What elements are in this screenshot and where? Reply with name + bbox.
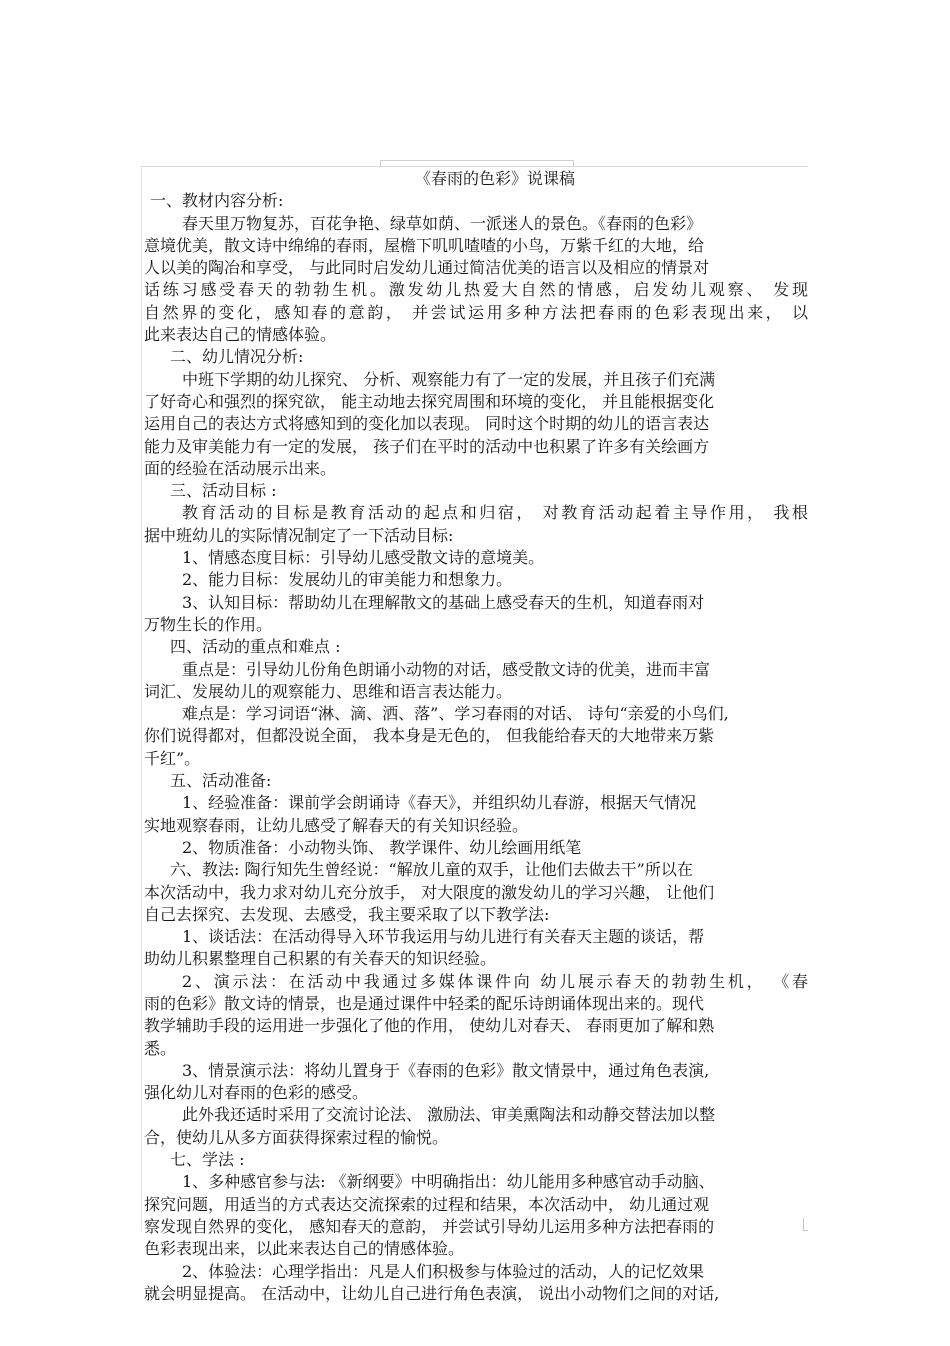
text-line: 1、谈话法：在活动得导入环节我运用与幼儿进行有关春天主题的谈话，帮 (182, 927, 705, 947)
text-line: 你们说得都对，但都没说全面， 我本身是无色的， 但我能给春天的大地带来万紫 (144, 726, 715, 746)
text-line: 重点是：引导幼儿份角色朗诵小动物的对话，感受散文诗的优美，进而丰富 (182, 659, 711, 679)
text-line: 色彩表现出来，以此来表达自己的情感体验。 (144, 1239, 465, 1259)
text-line: 话练习感受春天的勃勃生机。激发幼儿热爱大自然的情感，启发幼儿观察、 发现 (144, 280, 808, 300)
text-line: 据中班幼儿的实际情况制定了一下活动目标: (144, 525, 454, 545)
text-line: 雨的色彩》散文诗的情景，也是通过课件中轻柔的配乐诗朗诵体现出来的。现代 (144, 993, 705, 1013)
text-line: 3、情景演示法：将幼儿置身于《春雨的色彩》散文情景中，通过角色表演, (182, 1060, 710, 1080)
text-line: 教学辅助手段的运用进一步强化了他的作用， 使幼儿对春天、 春雨更加了解和熟 (144, 1016, 715, 1036)
text-line: 察发现自然界的变化， 感知春天的意韵， 并尝试引导幼儿运用多种方法把春雨的 (144, 1216, 715, 1236)
text-line: 了好奇心和强烈的探究欲， 能主动地去探究周围和环境的变化， 并且能根据变化 (144, 391, 715, 411)
text-line: 六、教法: 陶行知先生曾经说：“解放儿童的双手，让他们去做去干”所以在 (170, 860, 693, 880)
text-line: 实地观察春雨，让幼儿感受了解春天的有关知识经验。 (144, 815, 529, 835)
text-line: 人以美的陶冶和享受， 与此同时启发幼儿通过简洁优美的语言以及相应的情景对 (144, 258, 710, 278)
text-line: 五、活动准备: (170, 771, 272, 791)
text-line: 2、演示法：在活动中我通过多媒体课件向 幼儿展示春天的勃勃生机， 《春 (182, 971, 808, 991)
text-line: 面的经验在活动展示出来。 (144, 458, 337, 478)
text-line: 1、情感态度目标：引导幼儿感受散文诗的意境美。 (182, 548, 545, 568)
text-line: 合，使幼儿从多方面获得探索过程的愉悦。 (144, 1127, 449, 1147)
text-line: 能力及审美能力有一定的发展， 孩子们在平时的活动中也积累了许多有关绘画方 (144, 436, 710, 456)
text-line: 二、幼儿情况分析: (170, 347, 304, 367)
text-line: 强化幼儿对春雨的色彩的感受。 (144, 1083, 369, 1103)
text-line: 中班下学期的幼儿探究、 分析、观察能力有了一定的发展，并且孩子们充满 (182, 369, 716, 389)
text-line: 此来表达自己的情感体验。 (144, 325, 337, 345)
text-line: 三、活动目标 : (170, 481, 277, 501)
text-line: 此外我还适时采用了交流讨论法、 激励法、审美熏陶法和动静交替法加以整 (182, 1105, 716, 1125)
document-lines (144, 190, 808, 1305)
text-line: 万物生长的作用。 (144, 614, 273, 634)
document-title: 《春雨的色彩》说课稿 (414, 169, 575, 188)
text-line: 助幼儿积累整理自己积累的有关春天的知识经验。 (144, 949, 497, 969)
text-line: 1、多种感官参与法: 《新纲要》中明确指出：幼儿能用多种感官动手动脑、 (182, 1172, 715, 1192)
title-tab-line (380, 160, 574, 167)
text-line: 意境优美，散文诗中绵绵的春雨，屋檐下叽叽喳喳的小鸟，万紫千红的大地，给 (144, 235, 705, 255)
text-line: 四、活动的重点和难点 : (170, 637, 341, 657)
text-line: 词汇、发展幼儿的观察能力、思维和语言表达能力。 (144, 681, 513, 701)
text-line: 难点是：学习词语“淋、滴、洒、落”、学习春雨的对话、 诗句“亲爱的小鸟们, (182, 704, 729, 724)
text-line: 运用自己的表达方式将感知到的变化加以表现。 同时这个时期的幼儿的语言表达 (144, 414, 710, 434)
text-line: 千红”。 (144, 748, 201, 768)
text-line: 2、体验法：心理学指出：凡是人们积极参与体验过的活动，人的记忆效果 (182, 1261, 705, 1281)
text-line: 自己去探究、去发现、去感受，我主要采取了以下教学法: (144, 904, 550, 924)
text-line: 2、能力目标：发展幼儿的审美能力和想象力。 (182, 570, 513, 590)
text-line: 探究问题，用适当的方式表达交流探索的过程和结果，本次活动中， 幼儿通过观 (144, 1194, 710, 1214)
text-line: 本次活动中，我力求对幼儿充分放手， 对大限度的激发幼儿的学习兴趣， 让他们 (144, 882, 715, 902)
text-line: 3、认知目标：帮助幼儿在理解散文的基础上感受春天的生机，知道春雨对 (182, 592, 705, 612)
text-line: 春天里万物复苏，百花争艳、绿草如荫、一派迷人的景色。《春雨的色彩》 (182, 213, 703, 233)
text-line: 悉。 (144, 1038, 177, 1058)
text-line: 教育活动的目标是教育活动的起点和归宿， 对教育活动起着主导作用， 我根 (182, 503, 808, 523)
text-line: 自然界的变化，感知春的意韵， 并尝试运用多种方法把春雨的色彩表现出来， 以 (144, 302, 808, 322)
text-line: 2、物质准备：小动物头饰、 教学课件、幼儿绘画用纸笔 (182, 837, 582, 857)
text-line: 七、学法 : (170, 1150, 245, 1170)
text-line: 一、教材内容分析: (150, 191, 284, 211)
document-body (144, 168, 808, 1305)
text-line: 1、经验准备：课前学会朗诵诗《春天》，并组织幼儿春游，根据天气情况 (182, 793, 697, 813)
text-line: 就会明显提高。 在活动中，让幼儿自己进行角色表演， 说出小动物们之间的对话, (144, 1283, 720, 1303)
